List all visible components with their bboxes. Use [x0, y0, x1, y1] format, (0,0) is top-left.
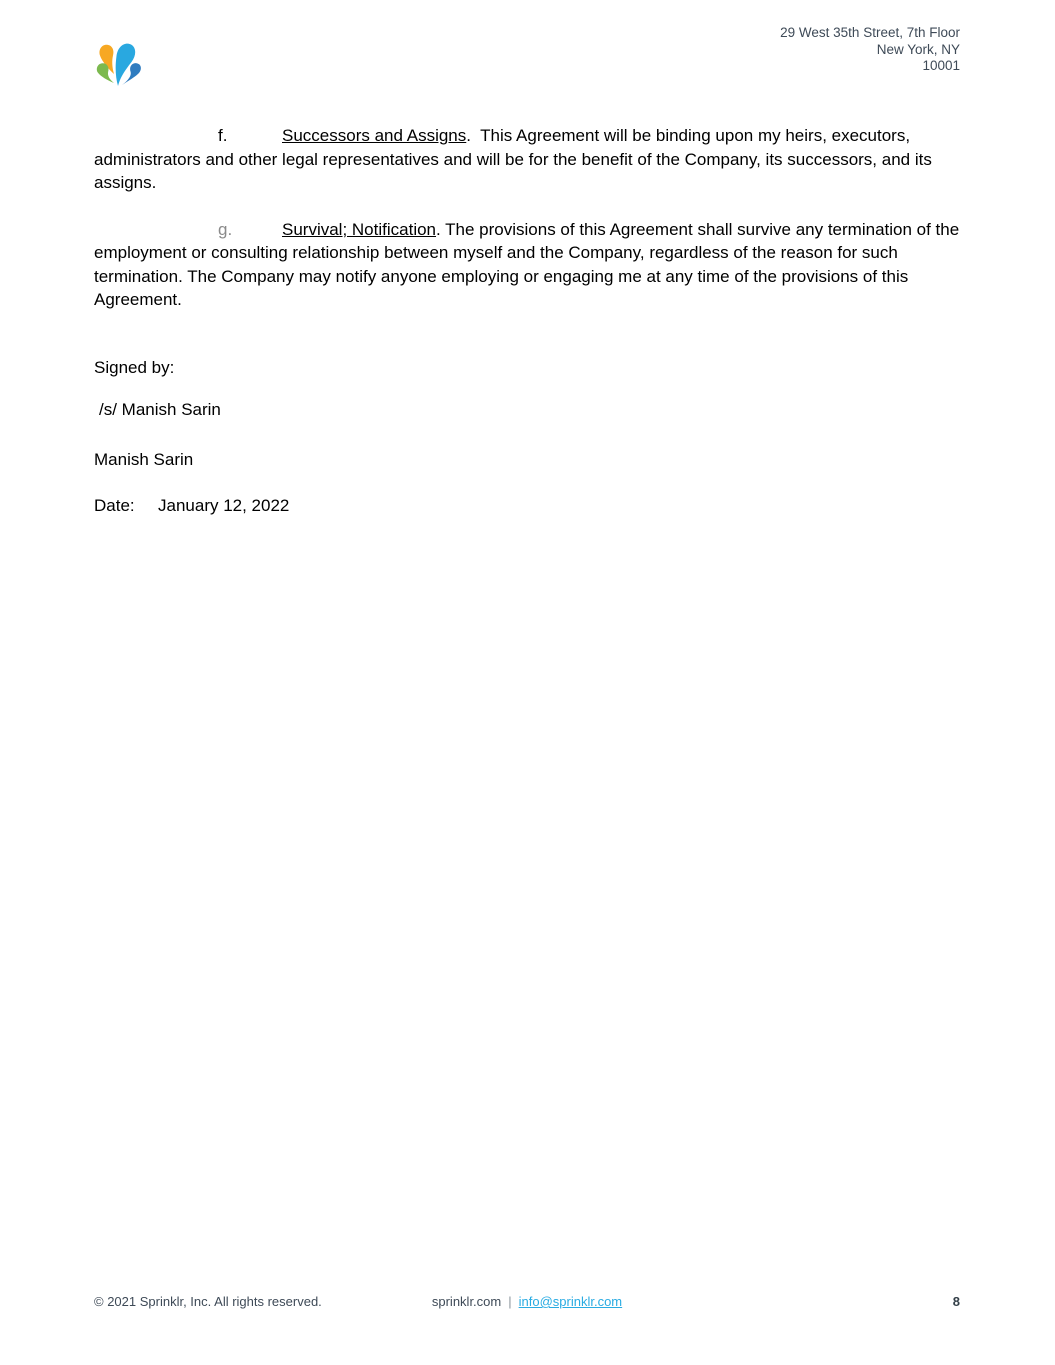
site-text: sprinklr.com [431, 1294, 502, 1309]
footer-links [432, 1294, 622, 1309]
address-line-street: 29 West 35th Street, 7th Floor [780, 25, 960, 40]
date-label: Date: [94, 496, 135, 515]
page-footer [94, 1294, 960, 1309]
signed-by-label: Signed by: [94, 357, 175, 377]
signer-name: Manish Sarin [94, 449, 194, 469]
header-address [780, 25, 960, 75]
paragraph-f-marker: f. [218, 126, 228, 145]
footer-separator: | [508, 1294, 512, 1309]
paragraph-g-body: . The provisions of this Agreement shall survive any termination of the employment or consulting relationship between myself and the Company, regardless of the reason for such termination. The Company may notify anyone employing or engaging me at any time of the provisions of this Agreement. [94, 219, 964, 309]
address-line-zip: 10001 [922, 58, 960, 73]
document-body [94, 124, 962, 518]
copyright-text: © 2021 Sprinklr, Inc. All rights reserved. [94, 1294, 322, 1309]
paragraph-g-heading: Survival; Notification [282, 219, 437, 239]
paragraph-f-body: . This Agreement will be binding upon my heirs, executors, administrators and other legal representatives and will be for the benefit of the Company, its successors, and its assigns. [94, 126, 937, 192]
address-line-city: New York, NY [876, 41, 960, 57]
signature-date-line [94, 494, 962, 518]
email-link[interactable]: info@sprinklr.com [518, 1294, 623, 1309]
paragraph-successors-and-assigns [94, 124, 962, 195]
sprinklr-logo-icon [95, 40, 147, 90]
paragraph-g-marker: g. [218, 219, 233, 239]
page-number: 8 [952, 1294, 961, 1309]
paragraph-survival-notification [94, 218, 962, 312]
signature-block [94, 356, 962, 518]
signature-text: /s/ Manish Sarin [99, 400, 221, 419]
paragraph-f-heading: Successors and Assigns [282, 126, 467, 145]
date-value: January 12, 2022 [158, 496, 290, 515]
